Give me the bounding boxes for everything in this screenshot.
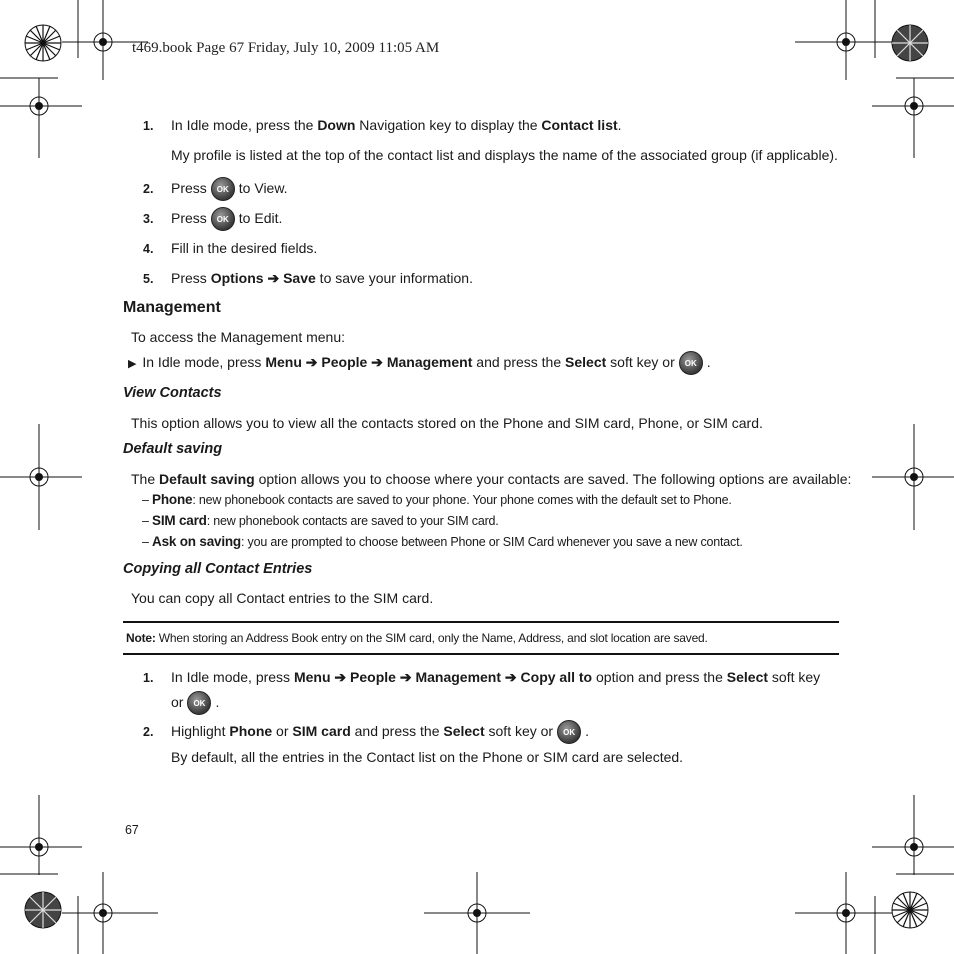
copy-step-1: 1. In Idle mode, press Menu ➔ People ➔ Management ➔ Copy all to option and press the Select soft key bbox=[143, 669, 821, 685]
management-bullet: ▶ In Idle mode, press Menu ➔ People ➔ Management and press the Select soft key or OK . bbox=[128, 350, 711, 376]
step-1-note: My profile is listed at the top of the contact list and displays the name of the associated group (if applicable). bbox=[171, 147, 838, 163]
copy-step-2: 2. Highlight Phone or SIM card and press the Select soft key or OK . bbox=[143, 719, 153, 744]
option-ask-on-saving: – Ask on saving: you are prompted to choose between Phone or SIM Card whenever you save a new contact. bbox=[142, 534, 743, 549]
copy-step-1-cont: or OK . bbox=[171, 690, 219, 715]
management-intro: To access the Management menu: bbox=[131, 329, 346, 345]
view-contacts-text: This option allows you to view all the contacts stored on the Phone and SIM card, Phone, or SIM card. bbox=[131, 415, 763, 431]
copy-step-2-note: By default, all the entries in the Contact list on the Phone or SIM card are selected. bbox=[171, 749, 684, 765]
step-4: 4. Fill in the desired fields. bbox=[143, 240, 318, 256]
ok-key-icon: OK bbox=[557, 720, 581, 744]
step-1 bbox=[143, 116, 622, 135]
step-number: 1. bbox=[143, 119, 154, 133]
note-bottom-rule bbox=[123, 653, 839, 655]
bullet-arrow-icon: ▶ bbox=[128, 358, 137, 370]
view-contacts-heading: View Contacts bbox=[123, 385, 222, 401]
book-header: t469.book Page 67 Friday, July 10, 2009 11:05 AM bbox=[132, 40, 440, 56]
management-heading: Management bbox=[123, 299, 221, 316]
default-saving-heading: Default saving bbox=[123, 441, 223, 457]
ok-key-icon: OK bbox=[187, 691, 211, 715]
step-text: In Idle mode, press the Down Navigation key to display the Contact list. bbox=[171, 117, 622, 133]
ok-key-icon: OK bbox=[679, 351, 703, 375]
step-3: 3. Press OK to Edit. bbox=[143, 206, 153, 231]
step-5: 5. Press Options ➔ Save to save your information. bbox=[143, 270, 473, 286]
note: Note: When storing an Address Book entry on the SIM card, only the Name, Address, and slot location are saved. bbox=[126, 631, 708, 645]
copying-heading: Copying all Contact Entries bbox=[123, 561, 313, 577]
page-number: 67 bbox=[125, 823, 139, 837]
option-phone: – Phone: new phonebook contacts are saved to your phone. Your phone comes with the default set to Phone. bbox=[142, 492, 732, 507]
option-sim-card: – SIM card: new phonebook contacts are saved to your SIM card. bbox=[142, 513, 499, 528]
ok-key-icon: OK bbox=[211, 207, 235, 231]
step-2: 2. Press OK to View. bbox=[143, 176, 153, 201]
note-label: Note: bbox=[126, 631, 156, 645]
default-saving-intro: The Default saving option allows you to choose where your contacts are saved. The following options are available: bbox=[131, 471, 852, 487]
note-top-rule bbox=[123, 621, 839, 623]
copying-text: You can copy all Contact entries to the SIM card. bbox=[131, 590, 434, 606]
ok-key-icon: OK bbox=[211, 177, 235, 201]
